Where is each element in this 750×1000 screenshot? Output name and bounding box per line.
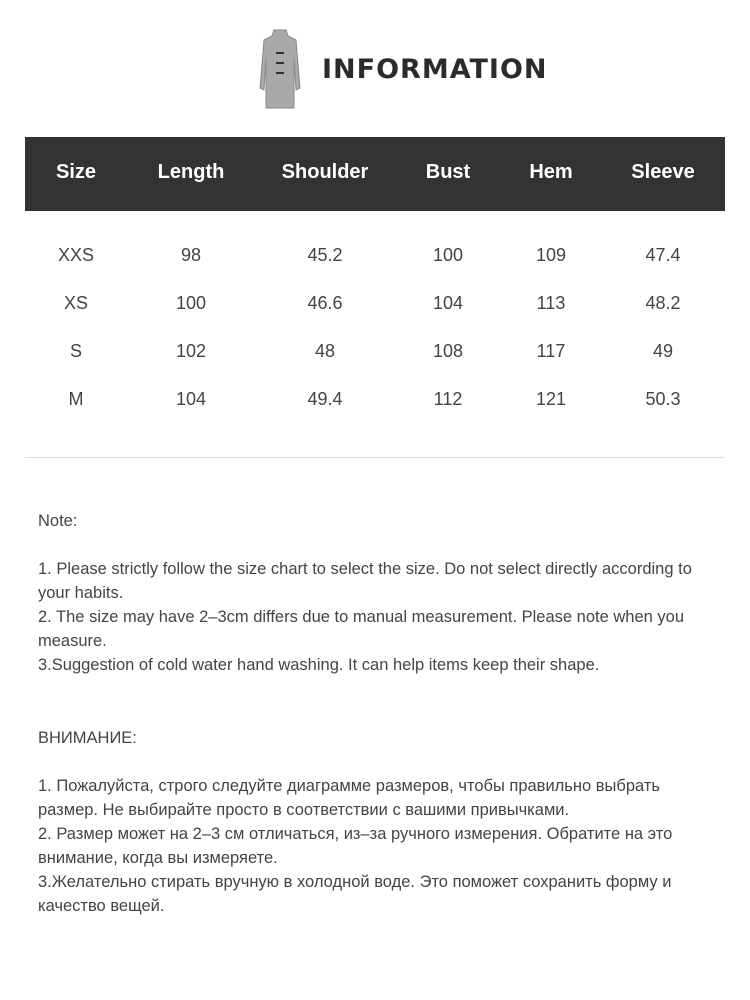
column-header-size: Size bbox=[55, 161, 97, 183]
cell-hem: 121 bbox=[535, 389, 567, 409]
cell-bust: 104 bbox=[432, 293, 464, 313]
note-heading: Note: bbox=[38, 512, 78, 530]
cell-bust: 112 bbox=[433, 389, 463, 409]
cell-sleeve: 49 bbox=[652, 341, 674, 361]
note-item: 3.Желательно стирать вручную в холодной воде. Это поможет сохранить форму и качество вещей. bbox=[38, 873, 672, 915]
cell-hem: 113 bbox=[536, 293, 566, 313]
cell-shoulder: 48 bbox=[314, 341, 336, 361]
note-heading: ВНИМАНИЕ: bbox=[38, 729, 137, 747]
column-header-shoulder: Shoulder bbox=[281, 161, 369, 183]
cell-size: S bbox=[69, 341, 83, 361]
table-row bbox=[0, 341, 750, 365]
size-table-header bbox=[25, 137, 725, 211]
cell-sleeve: 50.3 bbox=[645, 389, 681, 409]
column-header-hem: Hem bbox=[529, 161, 573, 183]
cell-length: 102 bbox=[175, 341, 207, 361]
table-row bbox=[0, 245, 750, 269]
cell-hem: 109 bbox=[535, 245, 567, 265]
note-english bbox=[38, 509, 718, 677]
cell-length: 100 bbox=[175, 293, 207, 313]
coat-icon bbox=[258, 28, 302, 110]
cell-size: XXS bbox=[57, 245, 95, 265]
note-item: 2. Размер может на 2–3 см отличаться, из–за ручного измерения. Обратите на это внимание, когда вы измеряете. bbox=[38, 825, 673, 867]
cell-size: M bbox=[68, 389, 84, 409]
cell-sleeve: 48.2 bbox=[645, 293, 681, 313]
note-item: 1. Пожалуйста, строго следуйте диаграмме размеров, чтобы правильно выбрать размер. Не выбирайте просто в соответствии с вашими привычками. bbox=[38, 777, 660, 819]
divider bbox=[25, 457, 725, 458]
cell-size: XS bbox=[63, 293, 89, 313]
cell-bust: 108 bbox=[432, 341, 464, 361]
cell-shoulder: 46.6 bbox=[307, 293, 343, 313]
table-row bbox=[0, 293, 750, 317]
cell-length: 98 bbox=[180, 245, 202, 265]
column-header-bust: Bust bbox=[425, 161, 471, 183]
note-item: 2. The size may have 2–3cm differs due to manual measurement. Please note when you measure. bbox=[38, 608, 685, 650]
cell-shoulder: 49.4 bbox=[307, 389, 343, 409]
table-row bbox=[0, 389, 750, 413]
cell-bust: 100 bbox=[432, 245, 464, 265]
cell-sleeve: 47.4 bbox=[645, 245, 681, 265]
note-item: 1. Please strictly follow the size chart to select the size. Do not select directly according to your habits. bbox=[38, 560, 692, 602]
header bbox=[0, 28, 750, 113]
cell-length: 104 bbox=[175, 389, 207, 409]
note-item: 3.Suggestion of cold water hand washing. It can help items keep their shape. bbox=[38, 656, 600, 674]
cell-shoulder: 45.2 bbox=[307, 245, 343, 265]
page-title: INFORMATION bbox=[322, 54, 548, 85]
column-header-length: Length bbox=[157, 161, 225, 183]
column-header-sleeve: Sleeve bbox=[631, 161, 695, 183]
cell-hem: 117 bbox=[536, 341, 566, 361]
note-russian bbox=[38, 726, 718, 918]
